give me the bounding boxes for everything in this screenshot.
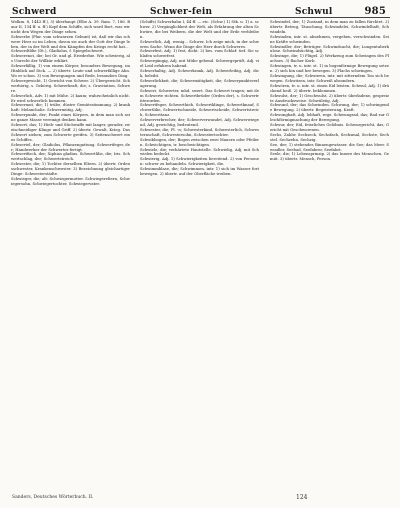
- footer-source-line: Sanders, Deutsches Wörterbuch. II.: [12, 495, 94, 500]
- column-paragraph: Schwester, die; Pl. -n; Schwesterkind, Schwesterlich, Schwesternschaft, Schwestersohn, Schwestertochter.: [140, 126, 259, 137]
- column-paragraph: Schwerlichkeit, die; Schwermütigkeit, die; Schwerpunktsverlagerung.: [140, 77, 259, 88]
- column-paragraph: Schwerfällig, 1) von einem Körper, besonders Bewegung, im Hinblick auf Dick. — 2) übertr. Leute und schwerfällige Ahn. Wo er schon. 3) von Bewegungen und Rede, besonders Ding.: [11, 63, 130, 78]
- column-paragraph: Schwerenot, die; bei Gr. und gl. Eriederbie. Wie schwierig, als Unrecht der Willkür erklärt.: [11, 53, 130, 64]
- column-paragraph: Schwieger, die; alt: Schwiegermutter. Schwiegereltern, Schwiegersohn, Schwiegertochter, Schwiegervater.: [11, 176, 130, 186]
- column-paragraph: Schwester, die; 1) Tochter derselben Eltern. 2) übertr. Ordensschwester, Krankenschwester. 3) Bezeichnung gleichartiger Dinge: Schwesterstädte.: [11, 161, 130, 177]
- column-paragraph: Schwimmblase, die; Schwimmen, intr. 1) sich im Wasser fortbewegen. 2) übertr. auf der Oberfläche treiben.: [140, 166, 259, 177]
- column-paragraph: Schwert, das; 1) Hieb- und Stichwaffe mit langer, gerader, zweischneidiger Klinge und Griff. 2) übertr. Gewalt, Krieg. Das Schwert ziehen; zum Schwerte greifen. 3) Seitenschwert eines Schiffes.: [11, 122, 130, 142]
- column-paragraph: Schwinden, intr. st. abnehmen, vergehen, verschwinden. Seine Kräfte schwinden.: [270, 33, 389, 44]
- column-paragraph: Schwerpunkt, der; Punkt eines Körpers, in dem man sich seine ganze Masse vereinigt denken kann.: [11, 112, 130, 123]
- column-paragraph: (Schiffs) Schwerbahn I, 44 ff. — etc. (Schw.) 1) Stk. u. 1) a. schwer. 2) Vergänglichkeit der Welt, als Erfahrung der alten Schwüre, die bei Weibern, die der Welt und der Erde verbleiben.: [140, 20, 259, 39]
- text-column-2: [140, 20, 259, 490]
- column-paragraph: Schwermut, die; 1) trübe, düstre Gemütsstimmung. 2) krankhaft: Melancholie. Schwermütig, Adj.: [11, 102, 130, 113]
- column-paragraph: Schwergewicht, 1) Gewicht von Schwer. 2) Übergewicht. Schwerhörig, s. Gehörig. Schwerkraft, die; s. Gravitation, Schwere.: [11, 77, 130, 93]
- header-rule: [10, 17, 390, 18]
- column-paragraph: Schwert, Schwerter, mhd. swert. Das Schwert tragen; mit dem Schwerte richten. Schwertbrüder (Orden der), s. Schwertritterorden.: [140, 87, 259, 103]
- column-paragraph: Schwören, tr. u. intr. st. einen Eid leisten. Schwul, Adj. 1) drückend heiß. 2) übertr. beklommen.: [270, 82, 389, 93]
- text-column-3: [270, 20, 389, 490]
- page-number: 985: [364, 6, 386, 17]
- column-paragraph: Schwerverbrecher, der; Schwerverwundet, Adj. Schwerwiegend, Adj. gewichtig, bedeutend.: [140, 117, 259, 128]
- column-paragraph: Schwindel, der; 1) Zustand, in dem man zu fallen fürchtet. 2) übertr. Betrug, Täuschung. Schwindelei, Schwindelhaft, Schwindeln.: [270, 20, 389, 34]
- column-paragraph: Schwur, der; Eid, feierliches Gelöbnis. Schwurgericht, das; Gericht mit Geschworenen.: [270, 122, 389, 132]
- column-paragraph: Schwunghaft, Adj. lebhaft, rege. Schwungrad, das; Rad zur Gleichförmigmachung der Bewegung.: [270, 112, 389, 123]
- column-paragraph: Seele, die; 1) Lebensprinzip. 2) das Innere des Menschen, Gemüt. 3) übertr. Mensch, Person.: [270, 151, 389, 162]
- column-paragraph: Schwerlich, Adj. wenig... Schwer, Ich zeige mich, in der schweren Sache. Wenn die Dinge der Herr durch Schweres.: [140, 38, 259, 49]
- column-paragraph: Schwingen, tr. u. intr. st. 1) in bogenförmige Bewegung setzen. 2) sich hin und her bewegen. 3) Flachs schwingen.: [270, 63, 389, 74]
- column-paragraph: Schwerfest, Adj. 1) fest, dicht. 2) bes. vom Schlaf: tief. Sie schlafen schwerfest.: [140, 48, 259, 59]
- column-paragraph: Schwiele, die; verhärtete Hautstelle. Schwielig, Adj. mit Schwielen bedeckt.: [140, 146, 259, 157]
- column-paragraph: Schwertfisch, der; Xiphias gladius. Schwertlilie, die; Iris. Schwertschlag, der; Schwertstreich.: [11, 151, 130, 162]
- text-column-1: [11, 20, 130, 490]
- column-paragraph: Sechs, Zahlw. Sechseck, Sechsfach, Sechsmal, Sechste, Sechstel. Sechzehn, Sechzig.: [270, 131, 389, 142]
- column-paragraph: Schwerdtlilie (Dt.), Gladiolus, f. Spiegelschwert.: [11, 48, 105, 54]
- column-paragraph: Schwerhaltig, Adj. Schwerkrank, Adj. Schwerleibig, Adj. dick, beleibt.: [140, 68, 259, 78]
- header-center-headword: Schwer-fein: [150, 7, 213, 17]
- column-paragraph: Schwulst, der; 1) Geschwulst. 2) übertr. überladene, gespreizte Ausdrucksweise. Schwülstig, Adj.: [270, 92, 389, 103]
- column-paragraph: See, der; 1) stehendes Binnengewässer. die See; das Meer. Seeadler, Seebad, Seefahrer, Seefahrt.: [270, 141, 389, 152]
- column-paragraph: Schwertel, der; Gladiolus, Pflanzengattung. Schwertfeger, der; Handwerker der Schwerter fertigt.: [11, 141, 130, 152]
- column-paragraph: Schwindler, der; Betrüger. Schwindsucht, die; Lungentuberkulose. Schwindsüchtig, Adj.: [270, 43, 389, 54]
- header-left-headword: Schwerd: [12, 7, 57, 17]
- header-right-headword: Schwul: [295, 7, 333, 17]
- column-paragraph: Schwund, der; das Schwinden. Schwung, der; 1) schwingende Bewegung. 2) übertr. Begeisterung, Kraft.: [270, 102, 389, 113]
- column-paragraph: Schwingung, die; Schwirren, intr. mit zitterndem Ton sich bewegen. Schwitzen, intr. Schweiß absondern.: [270, 72, 389, 83]
- column-paragraph: Schwerbe (Plur. vom schwarzen Gebunt) ist, daß wir das schwere Herz so im Leben, davon sie auch der Gott der Dinge leben, der in der Welt und den Kämpfen des Kriegs recht hat...: [11, 33, 130, 49]
- signature-mark: 124: [296, 494, 308, 501]
- column-paragraph: Schwierig, Adj. 1) Schwierigkeiten bereitend. 2) von Personen: schwer zu behandeln. Schwierigkeit, die.: [140, 156, 259, 167]
- column-paragraph: Schwertfeger, Schwerthieb, Schwertklinge, Schwertknauf, Schwertlilie, Schwertschneide, Schwertscheide, Schwertstreich, Schwerttanz.: [140, 102, 259, 118]
- column-paragraph: Schwinge, die; 1) Flügel. 2) Werkzeug zum Schwingen des Flachses. 3) flacher Korb.: [270, 53, 389, 64]
- column-paragraph: Schwergängig, Adj. mit Mühe gehend. Schwergeprüft, Adj. viel Leid erfahren habend.: [140, 58, 259, 69]
- column-paragraph: Wolkm. 8, 1443 ff.), 3) überhaupt (Elbe A. 39. Ram. 7, 186. Baur II, 134 ff. u. ff.) Kopf dem Schiffe, sich ward Bort, was wir nicht den Wegen der Dinge sehen.: [11, 20, 130, 34]
- column-paragraph: Schwibbogen, der; Bogen zwischen zwei Mauern oder Pfeilern. Schwichtigen, tr. beschwichtigen.: [140, 136, 259, 147]
- column-paragraph: Schwerlich, Adv. 1) mit Mühe. 2) kaum; wahrscheinlich nicht. Er wird schwerlich kommen.: [11, 92, 130, 103]
